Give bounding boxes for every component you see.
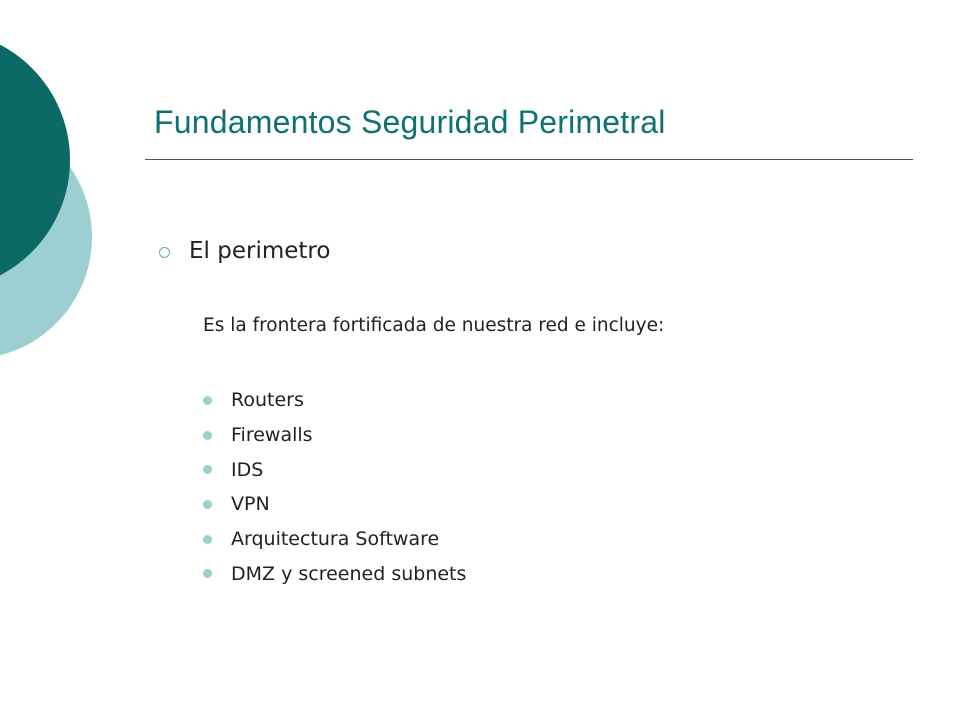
bullet-list — [203, 383, 466, 591]
list-item — [203, 383, 466, 418]
title-underline — [145, 159, 913, 160]
dot-bullet-icon — [203, 500, 212, 509]
list-item-text: IDS — [231, 458, 264, 481]
list-item — [203, 452, 466, 487]
list-item — [203, 522, 466, 557]
dot-bullet-icon — [203, 569, 212, 578]
list-item-text: Arquitectura Software — [231, 528, 440, 551]
dot-bullet-icon — [203, 396, 212, 405]
heading-bullet — [159, 238, 330, 264]
list-item — [203, 418, 466, 453]
ring-bullet-icon — [159, 247, 170, 258]
list-item-text: VPN — [231, 493, 270, 516]
list-item — [203, 556, 466, 591]
list-item-text: DMZ y screened subnets — [231, 562, 467, 585]
list-item-text: Firewalls — [231, 424, 313, 447]
dot-bullet-icon — [203, 431, 212, 440]
list-item — [203, 487, 466, 522]
intro-text: Es la frontera fortificada de nuestra red e incluye: — [203, 315, 665, 336]
dot-bullet-icon — [203, 465, 212, 474]
slide-title: Fundamentos Seguridad Perimetral — [154, 104, 666, 140]
dot-bullet-icon — [203, 535, 212, 544]
decorative-circles — [0, 0, 140, 400]
list-item-text: Routers — [231, 389, 304, 412]
heading-text: El perimetro — [189, 238, 331, 264]
